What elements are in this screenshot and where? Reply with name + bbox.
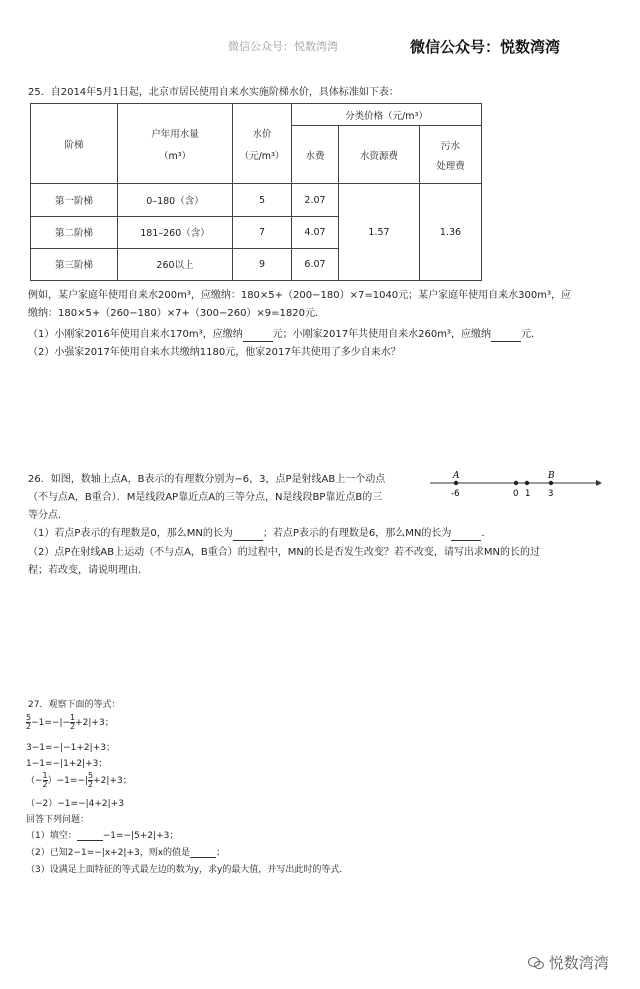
- q26-sub2-line2: 程；若改变，请说明理由．: [28, 565, 148, 576]
- q27-answer-heading: 回答下列问题：: [26, 815, 90, 825]
- point-origin: [514, 481, 518, 485]
- answer-blank[interactable]: [190, 847, 216, 858]
- q25-sub1: （1）小刚家2016年使用自来水170m³，应缴纳 元；小刚家2017年共使用自来水260m³，应缴纳 元．: [28, 329, 541, 340]
- axis-arrow-icon: [596, 480, 602, 486]
- q27-title: 27．观察下面的等式：: [28, 700, 121, 710]
- q26-sub2-line1: （2）点P在射线AB上运动（不与点A，B重合）的过程中，MN的长是否发生改变？若不改变，请写出求MN的长的过: [28, 547, 541, 558]
- q27-sub3: （3）设满足上面特征的等式最左边的数为y，求y的最大值，并写出此时的等式．: [26, 865, 349, 875]
- cell-resource-fee: 1.57: [339, 184, 420, 281]
- q27-sub1: （1）填空： −1=−|5+2|+3；: [26, 831, 179, 841]
- cell-usage: 181–260（含）: [118, 216, 233, 248]
- watermark: 悦数湾湾: [528, 952, 609, 973]
- cell-tier: 第三阶梯: [31, 248, 118, 280]
- th-water-fee: 水费: [292, 126, 339, 184]
- label-a: A: [453, 471, 460, 481]
- cell-fee: 6.07: [292, 248, 339, 280]
- q25-example-line2: 缴纳：180×5+（260−180）×7+（300−260）×9=1820元．: [28, 308, 326, 319]
- th-class-price: 分类价格（元/m³）: [292, 104, 482, 126]
- point-a: [454, 481, 458, 485]
- tick-neg6: -6: [451, 489, 460, 499]
- cell-tier: 第一阶梯: [31, 184, 118, 216]
- th-price: 水价 （元/m³）: [233, 104, 292, 184]
- q27-eq4: （− $\frac{1}{2}$ ）−1=−| $\frac{5}{2}$ +2|+3；: [26, 771, 132, 789]
- tick-3: 3: [548, 489, 554, 499]
- cell-price: 9: [233, 248, 292, 280]
- cell-sewage-fee: 1.36: [420, 184, 482, 281]
- q27-eq5: （−2）−1=−|4+2|+3: [26, 799, 124, 809]
- point-one: [525, 481, 529, 485]
- header-watermark-text: 微信公众号：悦数湾湾: [228, 40, 338, 53]
- th-tier: 阶梯: [31, 104, 118, 184]
- cell-price: 5: [233, 184, 292, 216]
- wechat-icon: [528, 956, 544, 970]
- th-usage: 户年用水量 （m³）: [118, 104, 233, 184]
- q25-sub2: （2）小强家2017年使用自来水共缴纳1180元，他家2017年共使用了多少自来水？: [28, 347, 401, 358]
- cell-tier: 第二阶梯: [31, 216, 118, 248]
- q26-sub1: （1）若点P表示的有理数是0，那么MN的长为 ；若点P表示的有理数是6，那么MN的长为 ．: [28, 528, 492, 539]
- water-price-table: [30, 103, 482, 281]
- answer-blank[interactable]: [233, 530, 263, 541]
- point-b: [549, 481, 553, 485]
- q27-eq2: 3−1=−|−1+2|+3；: [26, 743, 115, 753]
- answer-blank[interactable]: [451, 530, 481, 541]
- q25-example-line1: 例如，某户家庭年使用自来水200m³，应缴纳：180×5+（200−180）×7=1040元；某户家庭年使用自来水300m³，应: [28, 290, 572, 301]
- q26-line2: （不与点A，B重合）．M是线段AP靠近点A的三等分点，N是线段BP靠近点B的三: [28, 492, 383, 503]
- answer-blank[interactable]: [77, 830, 103, 841]
- label-b: B: [548, 471, 555, 481]
- tick-1: 1: [525, 489, 531, 499]
- header-title: 微信公众号：悦数湾湾: [410, 38, 561, 56]
- cell-usage: 260以上: [118, 248, 233, 280]
- table-row: [31, 184, 482, 216]
- q26-line3: 等分点．: [28, 510, 68, 521]
- cell-fee: 4.07: [292, 216, 339, 248]
- number-line-figure: [430, 468, 602, 502]
- cell-usage: 0–180（含）: [118, 184, 233, 216]
- th-resource-fee: 水资源费: [339, 126, 420, 184]
- q27-eq1: $\frac{5}{2}$ −1=−|− $\frac{1}{2}$ +2|+3；: [26, 713, 114, 731]
- q25-intro: 25．自2014年5月1日起，北京市居民使用自来水实施阶梯水价，具体标准如下表：: [28, 87, 399, 98]
- q27-eq3: 1−1=−|1+2|+3；: [26, 759, 108, 769]
- cell-price: 7: [233, 216, 292, 248]
- q27-sub2: （2）已知2−1=−|x+2|+3，则x的值是 ；: [26, 848, 226, 858]
- answer-blank[interactable]: [491, 331, 521, 342]
- q26-line1: 26．如图，数轴上点A，B表示的有理数分别为−6，3，点P是射线AB上一个动点: [28, 474, 386, 485]
- tick-0: 0: [513, 489, 519, 499]
- th-sewage-fee: 污水 处理费: [420, 126, 482, 184]
- answer-blank[interactable]: [243, 331, 273, 342]
- cell-fee: 2.07: [292, 184, 339, 216]
